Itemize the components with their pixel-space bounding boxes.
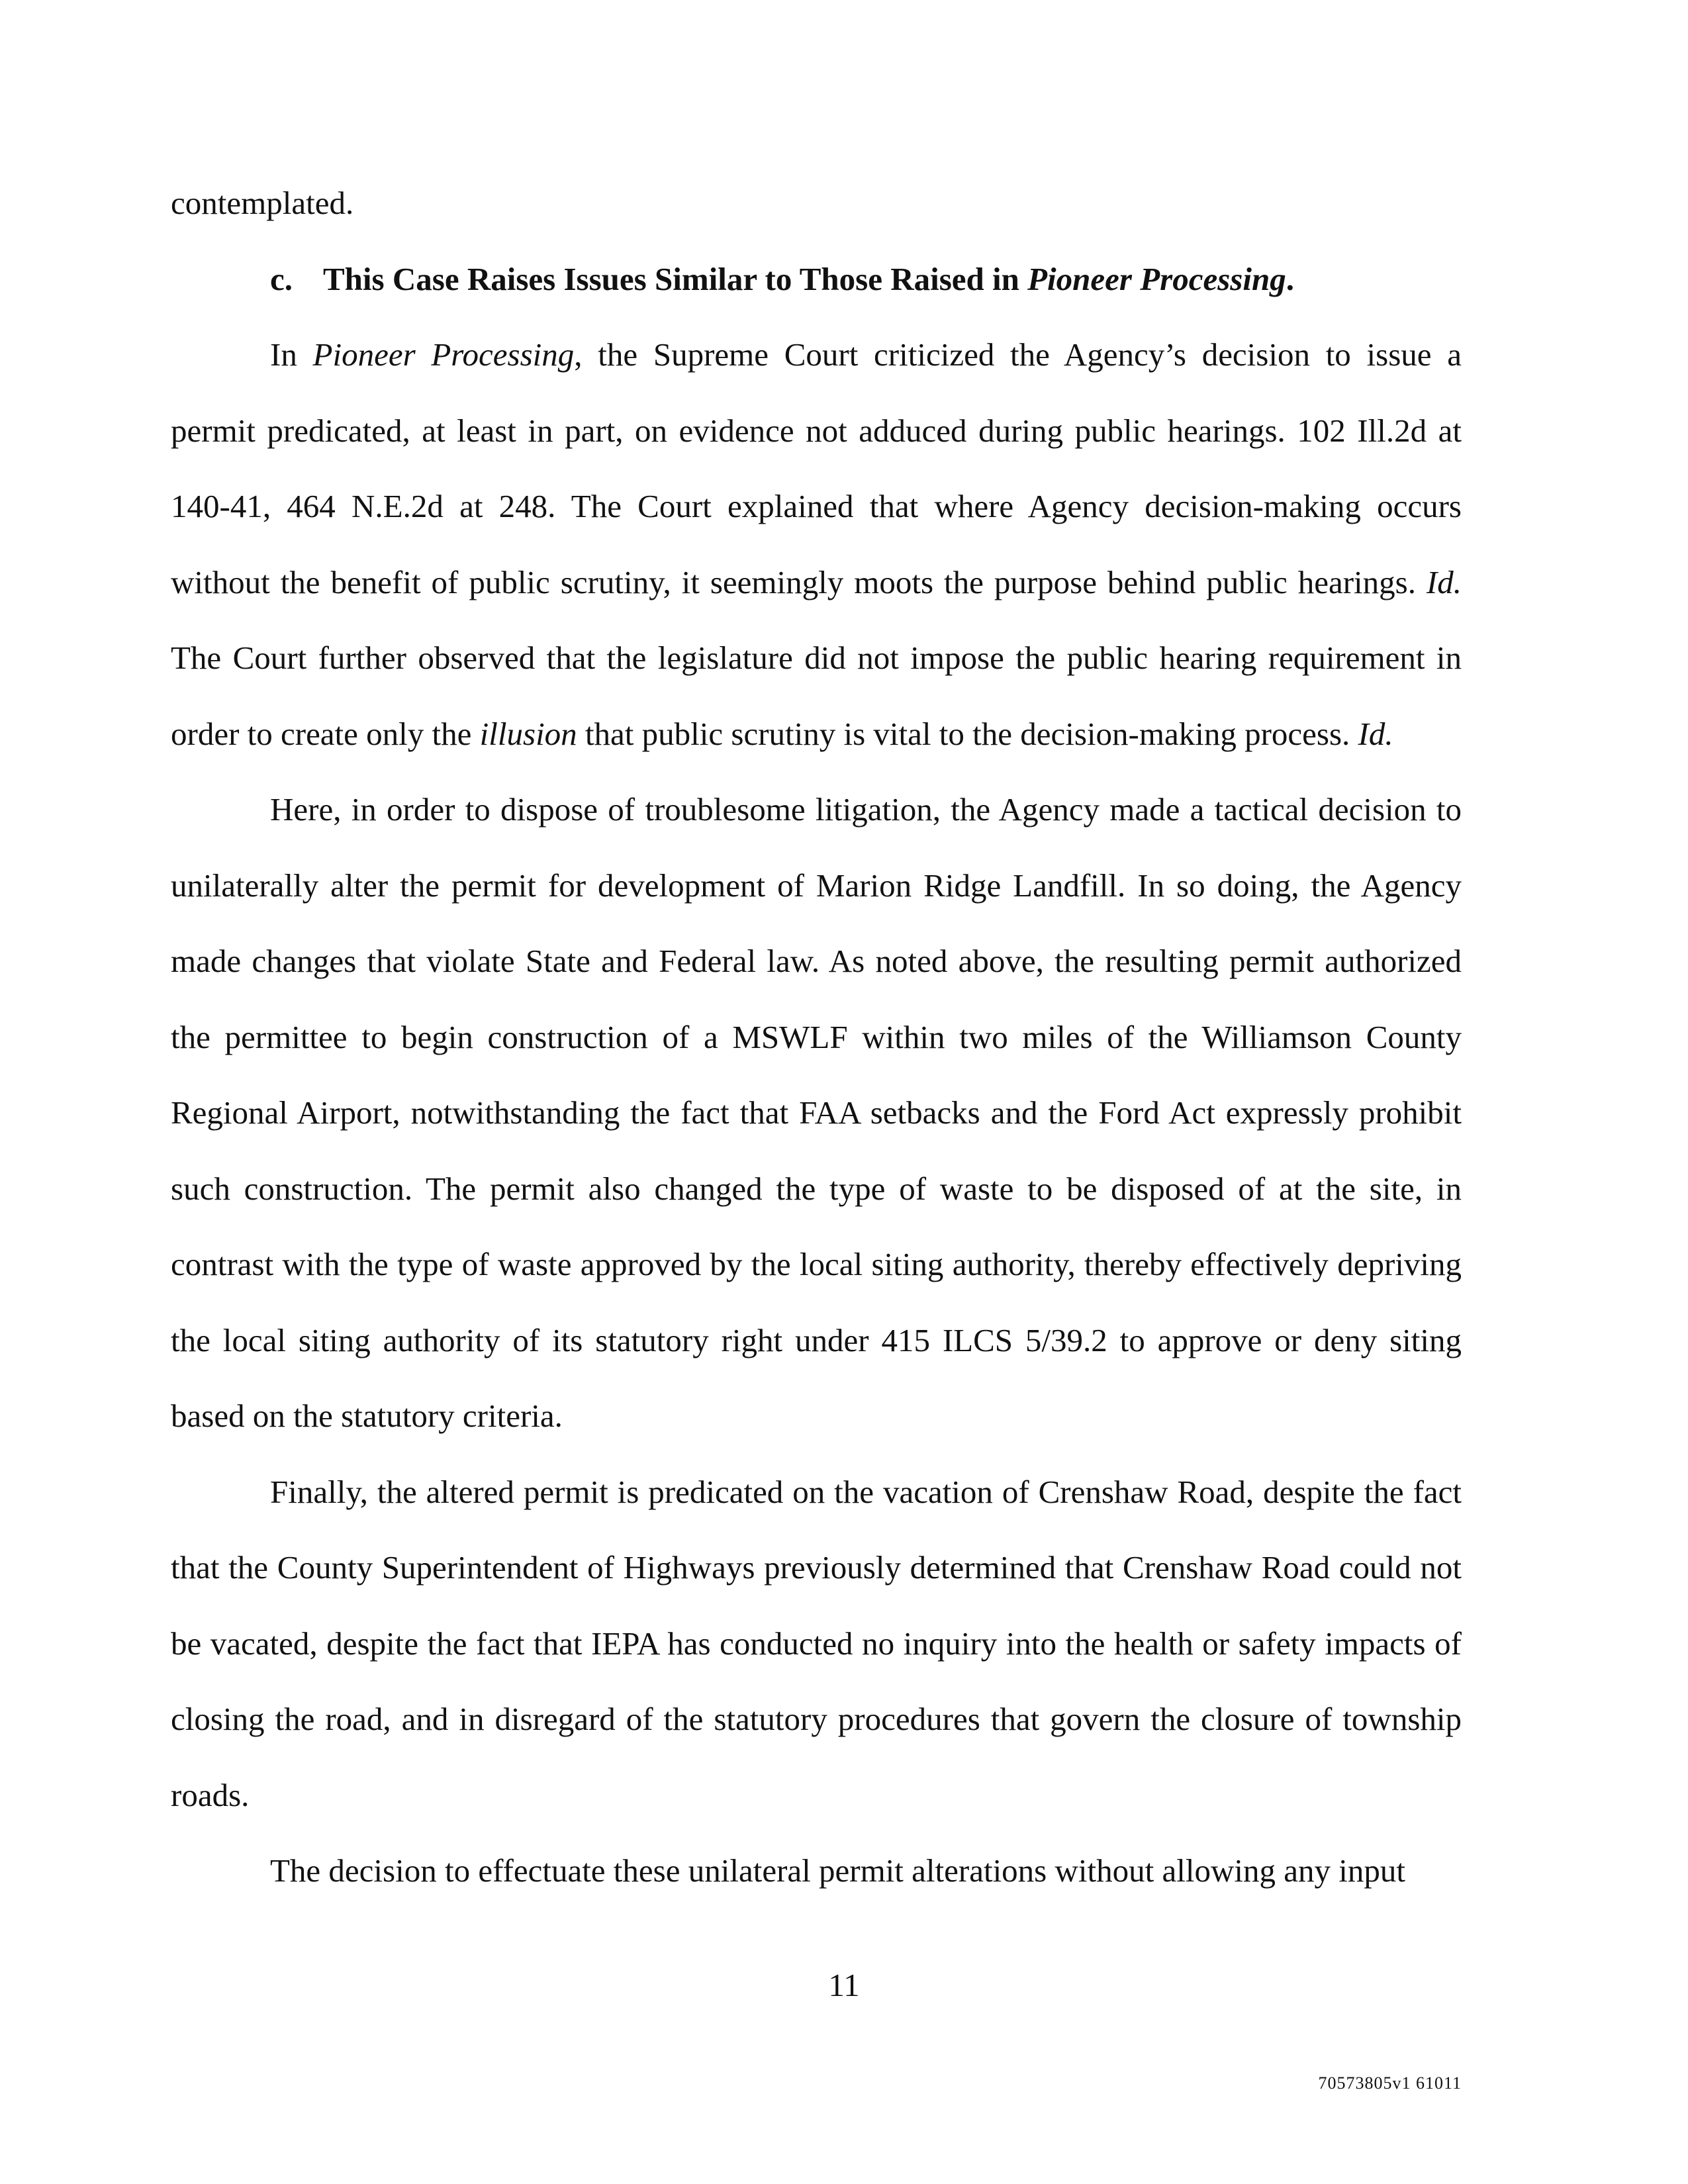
document-id: 70573805v1 61011: [1318, 2073, 1462, 2093]
paragraph-1-emphasis: illusion: [479, 715, 577, 752]
section-heading-end: .: [1286, 260, 1294, 297]
section-heading-case-name: Pioneer Processing: [1027, 260, 1286, 297]
paragraph-1: [171, 317, 1462, 772]
paragraph-1-body-b: The Court further observed that the legislature did not impose the public hearing requirement in order to create only the: [171, 640, 1462, 752]
paragraph-1-cite-2: Id.: [1358, 715, 1393, 752]
paragraph-4: The decision to effectuate these unilateral permit alterations without allowing any input: [270, 1852, 1405, 1889]
section-label: c.: [270, 260, 293, 297]
document-body: [171, 166, 1462, 1909]
paragraph-1-cite-1: Id.: [1426, 563, 1462, 600]
paragraph-1-body-c: that public scrutiny is vital to the decision-making process.: [577, 715, 1358, 752]
section-heading-text: This Case Raises Issues Similar to Those Raised in: [323, 260, 1028, 297]
paragraph-1-body-a: , the Supreme Court criticized the Agency’s decision to issue a permit predicated, at least in part, on evidence not adduced during public hearings. 102 Ill.2d at 140-41, 464 N.E.2d at 248. The Court explained that where Agency decision-making occurs without the benefit of public scrutiny, it seemingly moots the purpose behind public hearings.: [171, 336, 1462, 600]
paragraph-2: Here, in order to dispose of troublesome litigation, the Agency made a tactical decision to unilaterally alter the permit for development of Marion Ridge Landfill. In so doing, the Agency made changes that violate State and Federal law. As noted above, the resulting permit authorized the permittee to begin construction of a MSWLF within two miles of the Williamson County Regional Airport, notwithstanding the fact that FAA setbacks and the Ford Act expressly prohibit such construction. The permit also changed the type of waste to be disposed of at the site, in contrast with the type of waste approved by the local siting authority, thereby effectively depriving the local siting authority of its statutory right under 415 ILCS 5/39.2 to approve or deny siting based on the statutory criteria.: [171, 791, 1462, 1434]
continuation-text: contemplated.: [171, 185, 354, 221]
paragraph-3: Finally, the altered permit is predicated on the vacation of Crenshaw Road, despite the fact that the County Superintendent of Highways previously determined that Crenshaw Road could not be vacated, despite the fact that IEPA has conducted no inquiry into the health or safety impacts of closing the road, and in disregard of the statutory procedures that govern the closure of township roads.: [171, 1473, 1462, 1813]
paragraph-1-case-name: Pioneer Processing: [312, 336, 575, 373]
page-number: 11: [828, 1967, 860, 2003]
paragraph-1-start: In: [270, 336, 313, 373]
section-heading: [171, 242, 1462, 318]
